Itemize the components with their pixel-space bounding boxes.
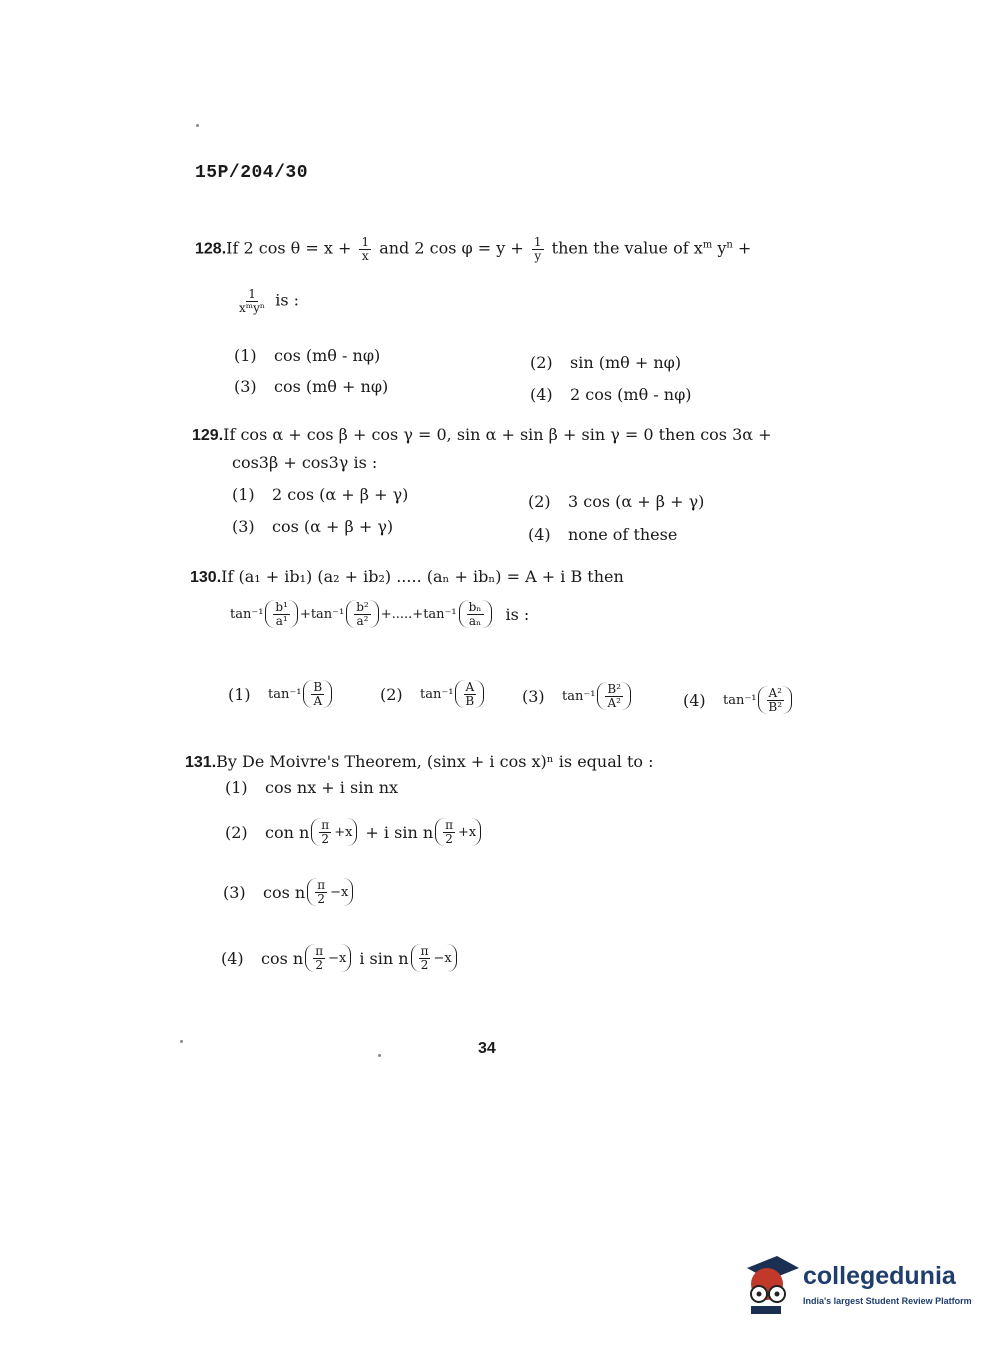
option[interactable]: (4) none of these xyxy=(528,525,678,544)
option[interactable]: (3) tan⁻¹ $\frac{\text{B²}}{\text{A²}}$ xyxy=(522,682,633,710)
option[interactable]: (3) cos (mθ + nφ) xyxy=(234,377,389,396)
option[interactable]: (1) cos (mθ - nφ) xyxy=(234,346,381,365)
option[interactable]: (2) sin (mθ + nφ) xyxy=(530,353,682,372)
option[interactable]: (1) cos nx + i sin nx xyxy=(225,778,399,797)
question-129-stem: 129.If cos α + cos β + cos γ = 0, sin α + sin β + sin γ = 0 then cos 3α + xyxy=(192,425,772,444)
speck xyxy=(378,1054,381,1057)
option[interactable]: (2) 3 cos (α + β + γ) xyxy=(528,492,705,511)
bracket: $\frac{\text{bₙ}}{\text{aₙ}}$ xyxy=(459,600,492,628)
speck xyxy=(196,124,199,127)
question-number: 130. xyxy=(190,569,222,586)
page-number: 34 xyxy=(478,1040,496,1057)
fraction: $\frac{1}{\text{xᵐyⁿ}}$ xyxy=(239,287,266,315)
question-number: 128. xyxy=(195,240,227,258)
brand-name: collegedunia xyxy=(803,1262,956,1290)
question-129-stem-cont: cos3β + cos3γ is : xyxy=(232,453,378,472)
option[interactable]: (4) tan⁻¹ $\frac{\text{A²}}{\text{B²}}$ xyxy=(683,686,794,714)
question-number: 129. xyxy=(192,427,224,444)
question-130-expression: tan⁻¹ $\frac{\text{b¹}}{\text{a¹}}$ + tan⁻¹ $\frac{\text{b²}}{\text{a²}}$ +.....+ tan⁻¹ $\frac{\text{bₙ}}{\text{aₙ}}$ is : xyxy=(230,600,530,628)
option[interactable]: (2) tan⁻¹ $\frac{A}{B}$ xyxy=(380,680,486,708)
option[interactable]: (4) 2 cos (mθ - nφ) xyxy=(530,385,692,404)
option[interactable]: (3) cos (α + β + γ) xyxy=(232,517,394,536)
brand-tagline: India's largest Student Review Platform xyxy=(803,1296,972,1306)
option[interactable]: (2) con n $\frac{\pi}{2}$ +x + i sin n $\frac{\pi}{2}$ +x xyxy=(225,818,483,846)
bracket: $\frac{\text{b¹}}{\text{a¹}}$ xyxy=(265,600,298,628)
question-128-stem-cont: $\frac{1}{\text{xᵐyⁿ}}$ is : xyxy=(239,287,300,315)
bracket: $\frac{\text{b²}}{\text{a²}}$ xyxy=(346,600,379,628)
option[interactable]: (1) tan⁻¹ $\frac{B}{A}$ xyxy=(228,680,334,708)
question-130-stem: 130.If (a₁ + ib₁) (a₂ + ib₂) ..... (aₙ + ibₙ) = A + i B then xyxy=(190,567,624,586)
option[interactable]: (3) cos n $\frac{\pi}{2}$ −x xyxy=(223,878,355,906)
paper-code: 15P/204/30 xyxy=(195,163,309,183)
fraction: $\frac{1}{x}$ xyxy=(361,235,370,263)
option[interactable]: (1) 2 cos (α + β + γ) xyxy=(232,485,409,504)
option[interactable]: (4) cos n $\frac{\pi}{2}$ −x i sin n $\frac{\pi}{2}$ −x xyxy=(221,944,459,972)
collegedunia-logo[interactable] xyxy=(743,1250,973,1320)
mascot-icon xyxy=(743,1254,801,1316)
question-128-stem: 128.If 2 cos θ = x + $\frac{1}{x}$ and 2 cos φ = y + $\frac{1}{y}$ then the value of $x^m$ $y^n$ + xyxy=(195,235,752,263)
question-131-stem: 131.By De Moivre's Theorem, (sinx + i cos x)ⁿ is equal to : xyxy=(185,752,654,771)
fraction: $\frac{1}{y}$ xyxy=(533,235,542,263)
speck xyxy=(180,1040,183,1043)
question-number: 131. xyxy=(185,754,217,771)
